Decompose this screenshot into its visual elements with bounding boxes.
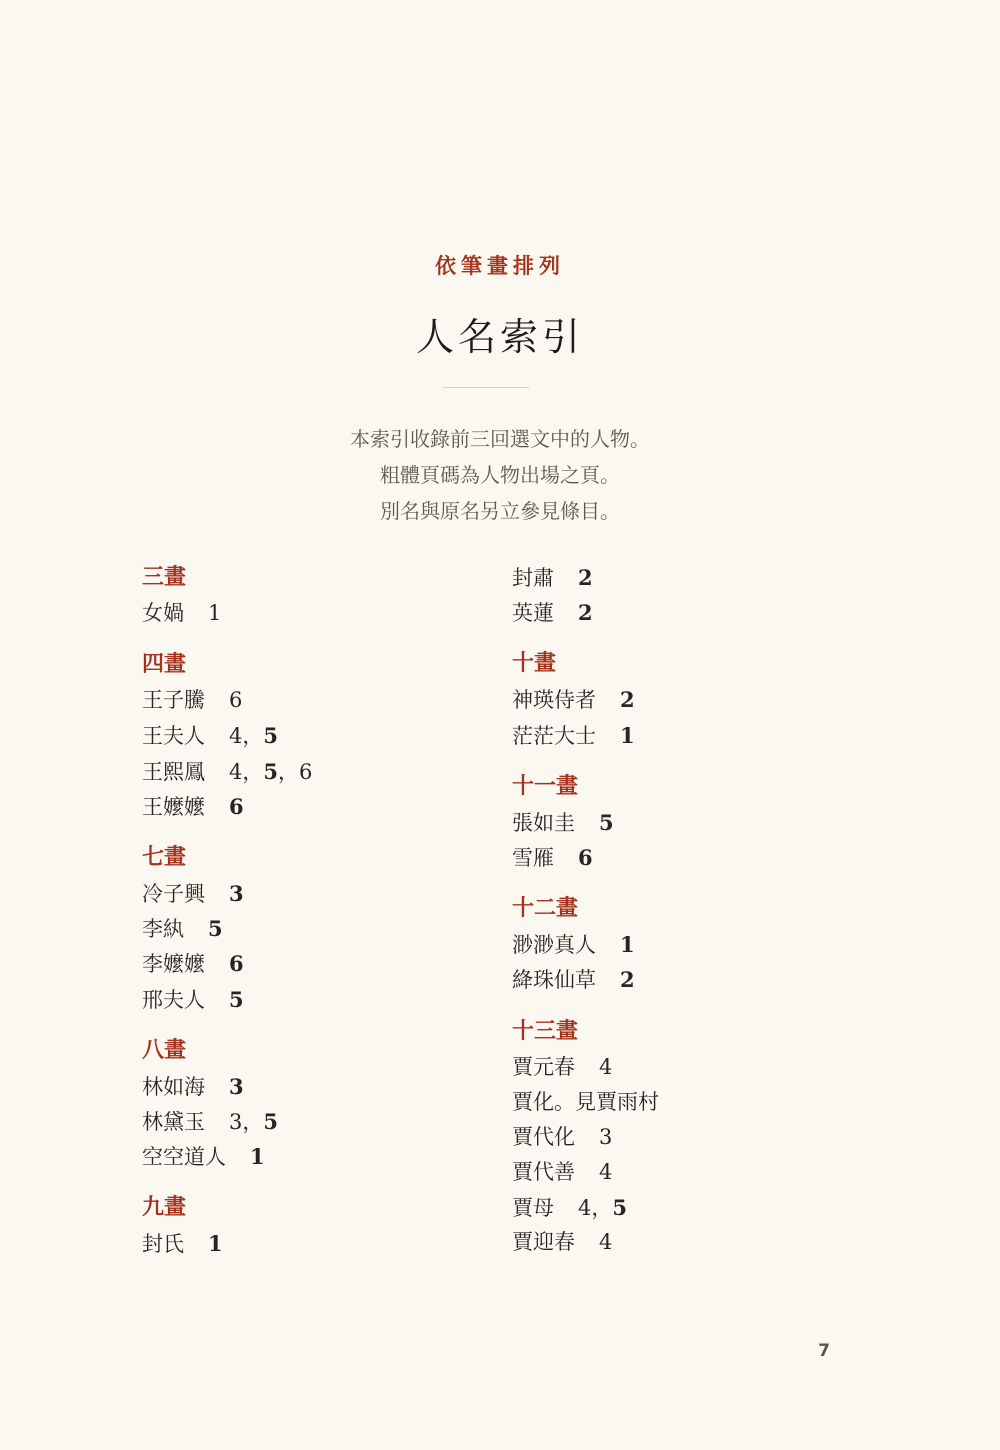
page-ref: 5 — [208, 916, 223, 942]
page-ref: 3 — [229, 1109, 243, 1134]
index-entry — [142, 876, 312, 911]
index-entry — [512, 805, 683, 840]
page-ref: 5 — [229, 986, 244, 1012]
entry-name: 封肅 — [512, 566, 554, 590]
entry-pages — [208, 917, 223, 941]
page-ref: 2 — [578, 600, 593, 626]
page-ref: 1 — [620, 722, 635, 748]
entry-pages — [620, 724, 635, 748]
entry-pages — [229, 1075, 244, 1099]
entry-name: 賈代化 — [512, 1124, 575, 1149]
index-section — [512, 769, 683, 875]
index-section — [512, 1014, 683, 1261]
entry-pages — [599, 1055, 612, 1079]
index-section — [142, 1190, 312, 1261]
page-ref: 2 — [578, 565, 593, 590]
entry-name: 王熙鳳 — [142, 759, 205, 784]
entry-name: 茫茫大士 — [512, 723, 596, 748]
index-entry — [512, 1190, 683, 1225]
page-ref: 6 — [578, 844, 593, 870]
entry-pages — [599, 811, 614, 835]
entry-name: 神瑛侍者 — [512, 688, 596, 713]
entry-pages — [578, 1196, 627, 1220]
page-ref: 4 — [229, 759, 243, 784]
index-section — [142, 1033, 312, 1175]
stroke-heading: 十三畫 — [512, 1018, 579, 1044]
entry-name: 賈代善 — [512, 1160, 575, 1185]
page-ref: 6 — [229, 688, 243, 713]
entry-name: 林如海 — [142, 1074, 205, 1099]
index-entry — [512, 840, 683, 875]
entry-pages — [229, 688, 242, 712]
entry-name: 林黛玉 — [142, 1109, 205, 1134]
page-ref: 1 — [620, 932, 635, 958]
index-entry — [512, 718, 683, 753]
index-entry — [512, 1050, 683, 1085]
index-section — [142, 647, 312, 824]
index-section — [142, 560, 312, 631]
entry-pages — [578, 846, 593, 870]
entry-name: 張如圭 — [512, 810, 575, 835]
entry-name: 王子騰 — [142, 688, 205, 713]
index-entry — [142, 596, 312, 631]
entry-name: 李紈 — [142, 917, 184, 942]
page-ref: ， — [242, 1109, 264, 1134]
index-entry — [512, 1120, 683, 1155]
page-ref: ， — [242, 759, 264, 784]
intro-line: 別名與原名另立參見條目。 — [380, 499, 620, 523]
intro-line: 粗體頁碼為人物出場之頁。 — [380, 463, 620, 487]
page-ref: 2 — [620, 967, 635, 993]
page-ref: 1 — [250, 1144, 265, 1170]
entry-name: 王嬤嬤 — [142, 794, 205, 819]
index-entry — [512, 560, 683, 595]
page-ref: 5 — [263, 758, 278, 784]
entry-name: 賈元春 — [512, 1054, 575, 1079]
page-ref: 5 — [263, 723, 278, 749]
intro-line: 本索引收錄前三回選文中的人物。 — [350, 427, 650, 451]
index-column-right — [512, 560, 683, 1277]
page-ref: 5 — [263, 1108, 278, 1134]
index-entry — [512, 927, 683, 962]
entry-pages — [578, 601, 593, 625]
page-ref: 5 — [599, 809, 614, 835]
page-ref: 6 — [229, 793, 244, 819]
page-ref: 5 — [612, 1195, 627, 1221]
page-ref: 6 — [299, 759, 313, 784]
index-section — [512, 891, 683, 997]
stroke-heading: 十一畫 — [512, 773, 579, 799]
entry-name: 絳珠仙草 — [512, 968, 596, 993]
page-ref: 4 — [599, 1160, 613, 1185]
page-ref: 6 — [229, 951, 244, 977]
entry-pages — [229, 724, 278, 748]
entry-pages — [599, 1125, 612, 1149]
entry-name: 賈母 — [512, 1196, 554, 1221]
entry-pages — [208, 1232, 223, 1256]
intro-text — [0, 421, 1000, 529]
page-ref: ， — [242, 724, 264, 749]
stroke-heading: 十畫 — [512, 651, 557, 677]
page-ref: 3 — [229, 880, 244, 906]
entry-pages — [208, 601, 221, 625]
page-number: 7 — [818, 1341, 830, 1361]
page-ref: ， — [278, 759, 299, 784]
page-ref: ， — [591, 1196, 613, 1221]
entry-name: 邢夫人 — [142, 987, 205, 1012]
index-entry — [142, 683, 312, 718]
index-entry — [142, 718, 312, 753]
page-title: 人名索引 — [415, 315, 584, 359]
entry-name: 李嬤嬤 — [142, 952, 205, 977]
index-entry — [142, 754, 312, 789]
entry-name: 空空道人 — [142, 1145, 226, 1170]
page-ref: 4 — [599, 1054, 613, 1079]
entry-name: 女媧 — [142, 601, 184, 625]
stroke-heading: 十二畫 — [512, 896, 579, 922]
index-column-left — [142, 560, 312, 1277]
index-entry — [142, 789, 312, 824]
entry-pages — [620, 968, 635, 992]
index-eyebrow: 依筆畫排列 — [435, 254, 565, 278]
index-entry — [142, 1226, 312, 1261]
index-section — [512, 646, 683, 752]
index-entry — [142, 911, 312, 946]
entry-name: 封氏 — [142, 1232, 184, 1257]
entry-pages — [620, 933, 635, 957]
index-entry — [142, 946, 312, 981]
page-ref: 4 — [599, 1230, 613, 1255]
page-ref: 3 — [229, 1073, 244, 1099]
title-divider — [443, 387, 529, 388]
page-ref: 2 — [620, 687, 635, 713]
page-ref: 4 — [578, 1196, 592, 1221]
entry-name: 雪雁 — [512, 845, 554, 870]
index-section — [512, 560, 683, 630]
stroke-heading: 七畫 — [142, 844, 187, 870]
stroke-heading: 九畫 — [142, 1195, 187, 1221]
entry-pages — [599, 1160, 612, 1184]
entry-pages — [229, 952, 244, 976]
entry-pages — [599, 1230, 612, 1254]
entry-name: 冷子興 — [142, 881, 205, 906]
entry-pages — [620, 688, 635, 712]
entry-pages — [250, 1145, 265, 1169]
entry-name: 王夫人 — [142, 724, 205, 749]
index-entry — [142, 1139, 312, 1174]
entry-name: 渺渺真人 — [512, 933, 596, 958]
entry-name: 賈化。見賈雨村 — [512, 1089, 659, 1114]
index-entry — [142, 1069, 312, 1104]
page-ref: 3 — [599, 1124, 613, 1149]
index-entry — [512, 1085, 683, 1120]
index-entry — [142, 982, 312, 1017]
index-entry — [512, 1155, 683, 1190]
entry-pages — [229, 988, 244, 1012]
index-entry — [512, 682, 683, 717]
index-section — [142, 840, 312, 1017]
page-ref: 1 — [208, 1231, 223, 1257]
index-entry — [512, 962, 683, 997]
index-entry — [512, 1225, 683, 1260]
stroke-heading: 三畫 — [142, 565, 187, 590]
entry-pages — [229, 795, 244, 819]
stroke-heading: 四畫 — [142, 652, 187, 678]
entry-name: 賈迎春 — [512, 1230, 575, 1255]
index-entry — [142, 1104, 312, 1139]
entry-name: 英蓮 — [512, 601, 554, 626]
stroke-heading: 八畫 — [142, 1037, 187, 1063]
entry-pages — [229, 1110, 278, 1134]
index-entry — [512, 595, 683, 630]
entry-pages — [229, 760, 312, 784]
entry-pages — [229, 882, 244, 906]
page-ref: 1 — [208, 601, 222, 625]
entry-pages — [578, 566, 593, 590]
page-ref: 4 — [229, 724, 243, 749]
